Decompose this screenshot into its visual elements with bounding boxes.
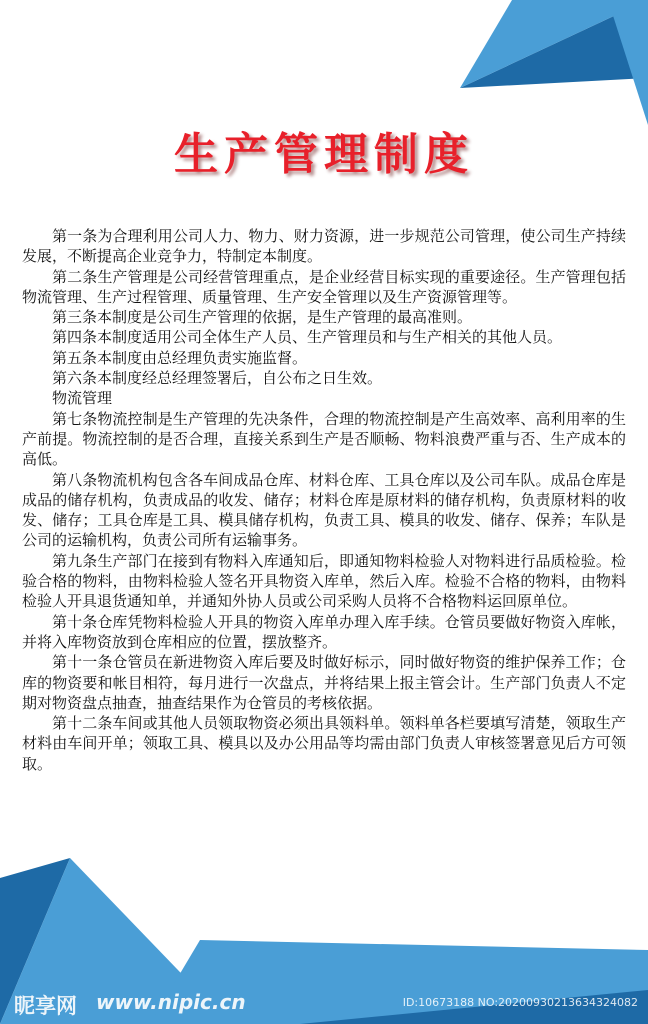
paragraph-article-10: 第十条仓库凭物料检验人开具的物资入库单办理入库手续。仓管员要做好物资入库帐，并将入库物资放到仓库相应的位置，摆放整齐。 <box>22 612 626 651</box>
paragraph-article-8: 第八条物流机构包含各车间成品仓库、材料仓库、工具仓库以及公司车队。成品仓库是成品的储存机构，负责成品的收发、储存；材料仓库是原材料的储存机构，负责原材料的收发、储存；工具仓库是工具、模具储存机构，负责工具、模具的收发、储存、保养；车队是公司的运输机构，负责公司所有运输事务。 <box>22 470 626 550</box>
paragraph-article-11: 第十一条仓管员在新进物资入库后要及时做好标示，同时做好物资的维护保养工作；仓库的物资要和帐目相符，每月进行一次盘点，并将结果上报主管会计。生产部门负责人不定期对物资盘点抽查，抽查结果作为仓管员的考核依据。 <box>22 653 626 712</box>
paragraph-article-7: 第七条物流控制是生产管理的先决条件，合理的物流控制是产生高效率、高利用率的生产前提。物流控制的是否合理，直接关系到生产是否顺畅、物料浪费严重与否、生产成本的高低。 <box>22 409 626 469</box>
paragraph-article-4: 第四条本制度适用公司全体生产人员、生产管理员和与生产相关的其他人员。 <box>52 328 563 347</box>
paragraph-article-2: 第二条生产管理是公司经营管理重点，是企业经营目标实现的重要途径。生产管理包括物流管理、生产过程管理、质量管理、生产安全管理以及生产资源管理等。 <box>22 267 626 306</box>
paragraph-article-1: 第一条为合理利用公司人力、物力、财力资源，进一步规范公司管理，使公司生产持续发展，不断提高企业竞争力，特制定本制度。 <box>22 227 626 266</box>
page-title: 生产管理制度 <box>174 129 474 180</box>
paragraph-article-6: 第六条本制度经总经理签署后，自公布之日生效。 <box>52 369 383 388</box>
regulation-body <box>22 226 626 774</box>
section-heading-logistics: 物流管理 <box>52 389 113 408</box>
watermark-url: www.nipic.cn <box>96 990 246 1014</box>
paragraph-article-9: 第九条生产部门在接到有物料入库通知后，即通知物料检验人对物料进行品质检验。检验合格的物料，由物料检验人签名开具物资入库单，然后入库。检验不合格的物料，由物料检验人开具退货通知单，并通知外协人员或公司采购人员将不合格物料运回原单位。 <box>22 551 626 611</box>
paragraph-article-3: 第三条本制度是公司生产管理的依据，是生产管理的最高准则。 <box>52 308 473 327</box>
paragraph-article-12: 第十二条车间或其他人员领取物资必须出具领料单。领料单各栏要填写清楚，领取生产材料由车间开单；领取工具、模具以及办公用品等均需由部门负责人审核签署意见后方可领取。 <box>22 714 626 773</box>
watermark-id: ID:10673188 NO:20200930213634324082 <box>402 996 638 1009</box>
paragraph-article-5: 第五条本制度由总经理负责实施监督。 <box>52 348 308 367</box>
watermark-logo: 昵享网 <box>14 994 77 1018</box>
